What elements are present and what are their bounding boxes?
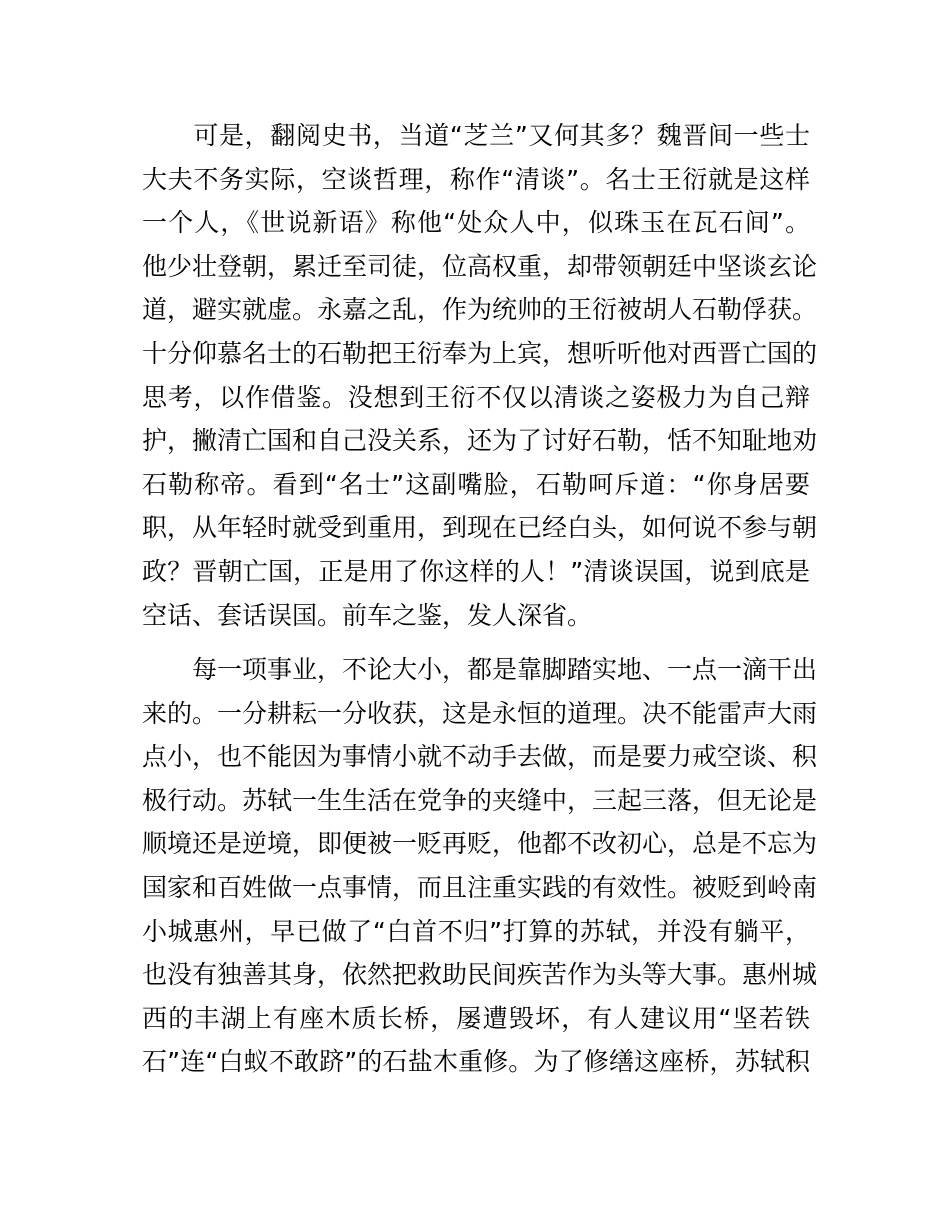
- text-line: 可是，翻阅史书，当道“芝兰”又何其多？魏晋间一些士: [142, 121, 810, 150]
- text-line: 石勒称帝。看到“名士”这副嘴脸，石勒呵斥道：“你身居要: [142, 469, 810, 499]
- text-line: 思考，以作借鉴。没想到王衍不仅以清谈之姿极力为自己辩: [142, 382, 810, 412]
- text-line: 十分仰慕名士的石勒把王衍奉为上宾，想听听他对西晋亡国的: [142, 338, 818, 368]
- text-line: 护，撇清亡国和自己没关系，还为了讨好石勒，恬不知耻地劝: [142, 426, 818, 456]
- text-line: 政？晋朝亡国，正是用了你这样的人！”清谈误国，说到底是: [142, 556, 810, 586]
- text-line: 每一项事业，不论大小，都是靠脚踏实地、一点一滴干出: [142, 655, 818, 684]
- text-line: 国家和百姓做一点事情，而且注重实践的有效性。被贬到岭南: [142, 872, 818, 902]
- text-line: 大夫不务实际，空谈哲理，称作“清谈”。名士王衍就是这样: [142, 164, 810, 194]
- paragraph-1: [142, 114, 818, 637]
- text-line: 也没有独善其身，依然把救助民间疾苦作为头等大事。惠州城: [142, 960, 818, 990]
- text-line: 西的丰湖上有座木质长桥，屡遭毁坏，有人建议用“坚若铁: [142, 1003, 810, 1033]
- text-line: 极行动。苏轼一生生活在党争的夹缝中，三起三落，但无论是: [142, 785, 818, 815]
- text-line: 职，从年轻时就受到重用，到现在已经白头，如何说不参与朝: [142, 513, 818, 543]
- text-line: 道，避实就虚。永嘉之乱，作为统帅的王衍被胡人石勒俘获。: [142, 295, 818, 325]
- text-line: 顺境还是逆境，即便被一贬再贬，他都不改初心，总是不忘为: [142, 829, 818, 859]
- text-line: 小城惠州，早已做了“白首不归”打算的苏轼，并没有躺平，: [142, 916, 810, 946]
- paragraph-2: [142, 648, 818, 1084]
- text-line: 来的。一分耕耘一分收获，这是永恒的道理。决不能雷声大雨: [142, 698, 818, 728]
- text-line: 空话、套话误国。前车之鉴，发人深省。: [142, 600, 593, 630]
- text-line: 他少壮登朝，累迁至司徒，位高权重，却带领朝廷中坚谈玄论: [142, 251, 818, 281]
- text-line: 石”连“白蚁不敢跻”的石盐木重修。为了修缮这座桥，苏轼积: [142, 1047, 810, 1077]
- text-line: 点小，也不能因为事情小就不动手去做，而是要力戒空谈、积: [142, 742, 818, 772]
- text-line: 一个人，《世说新语》称他“处众人中，似珠玉在瓦石间”。: [142, 208, 810, 238]
